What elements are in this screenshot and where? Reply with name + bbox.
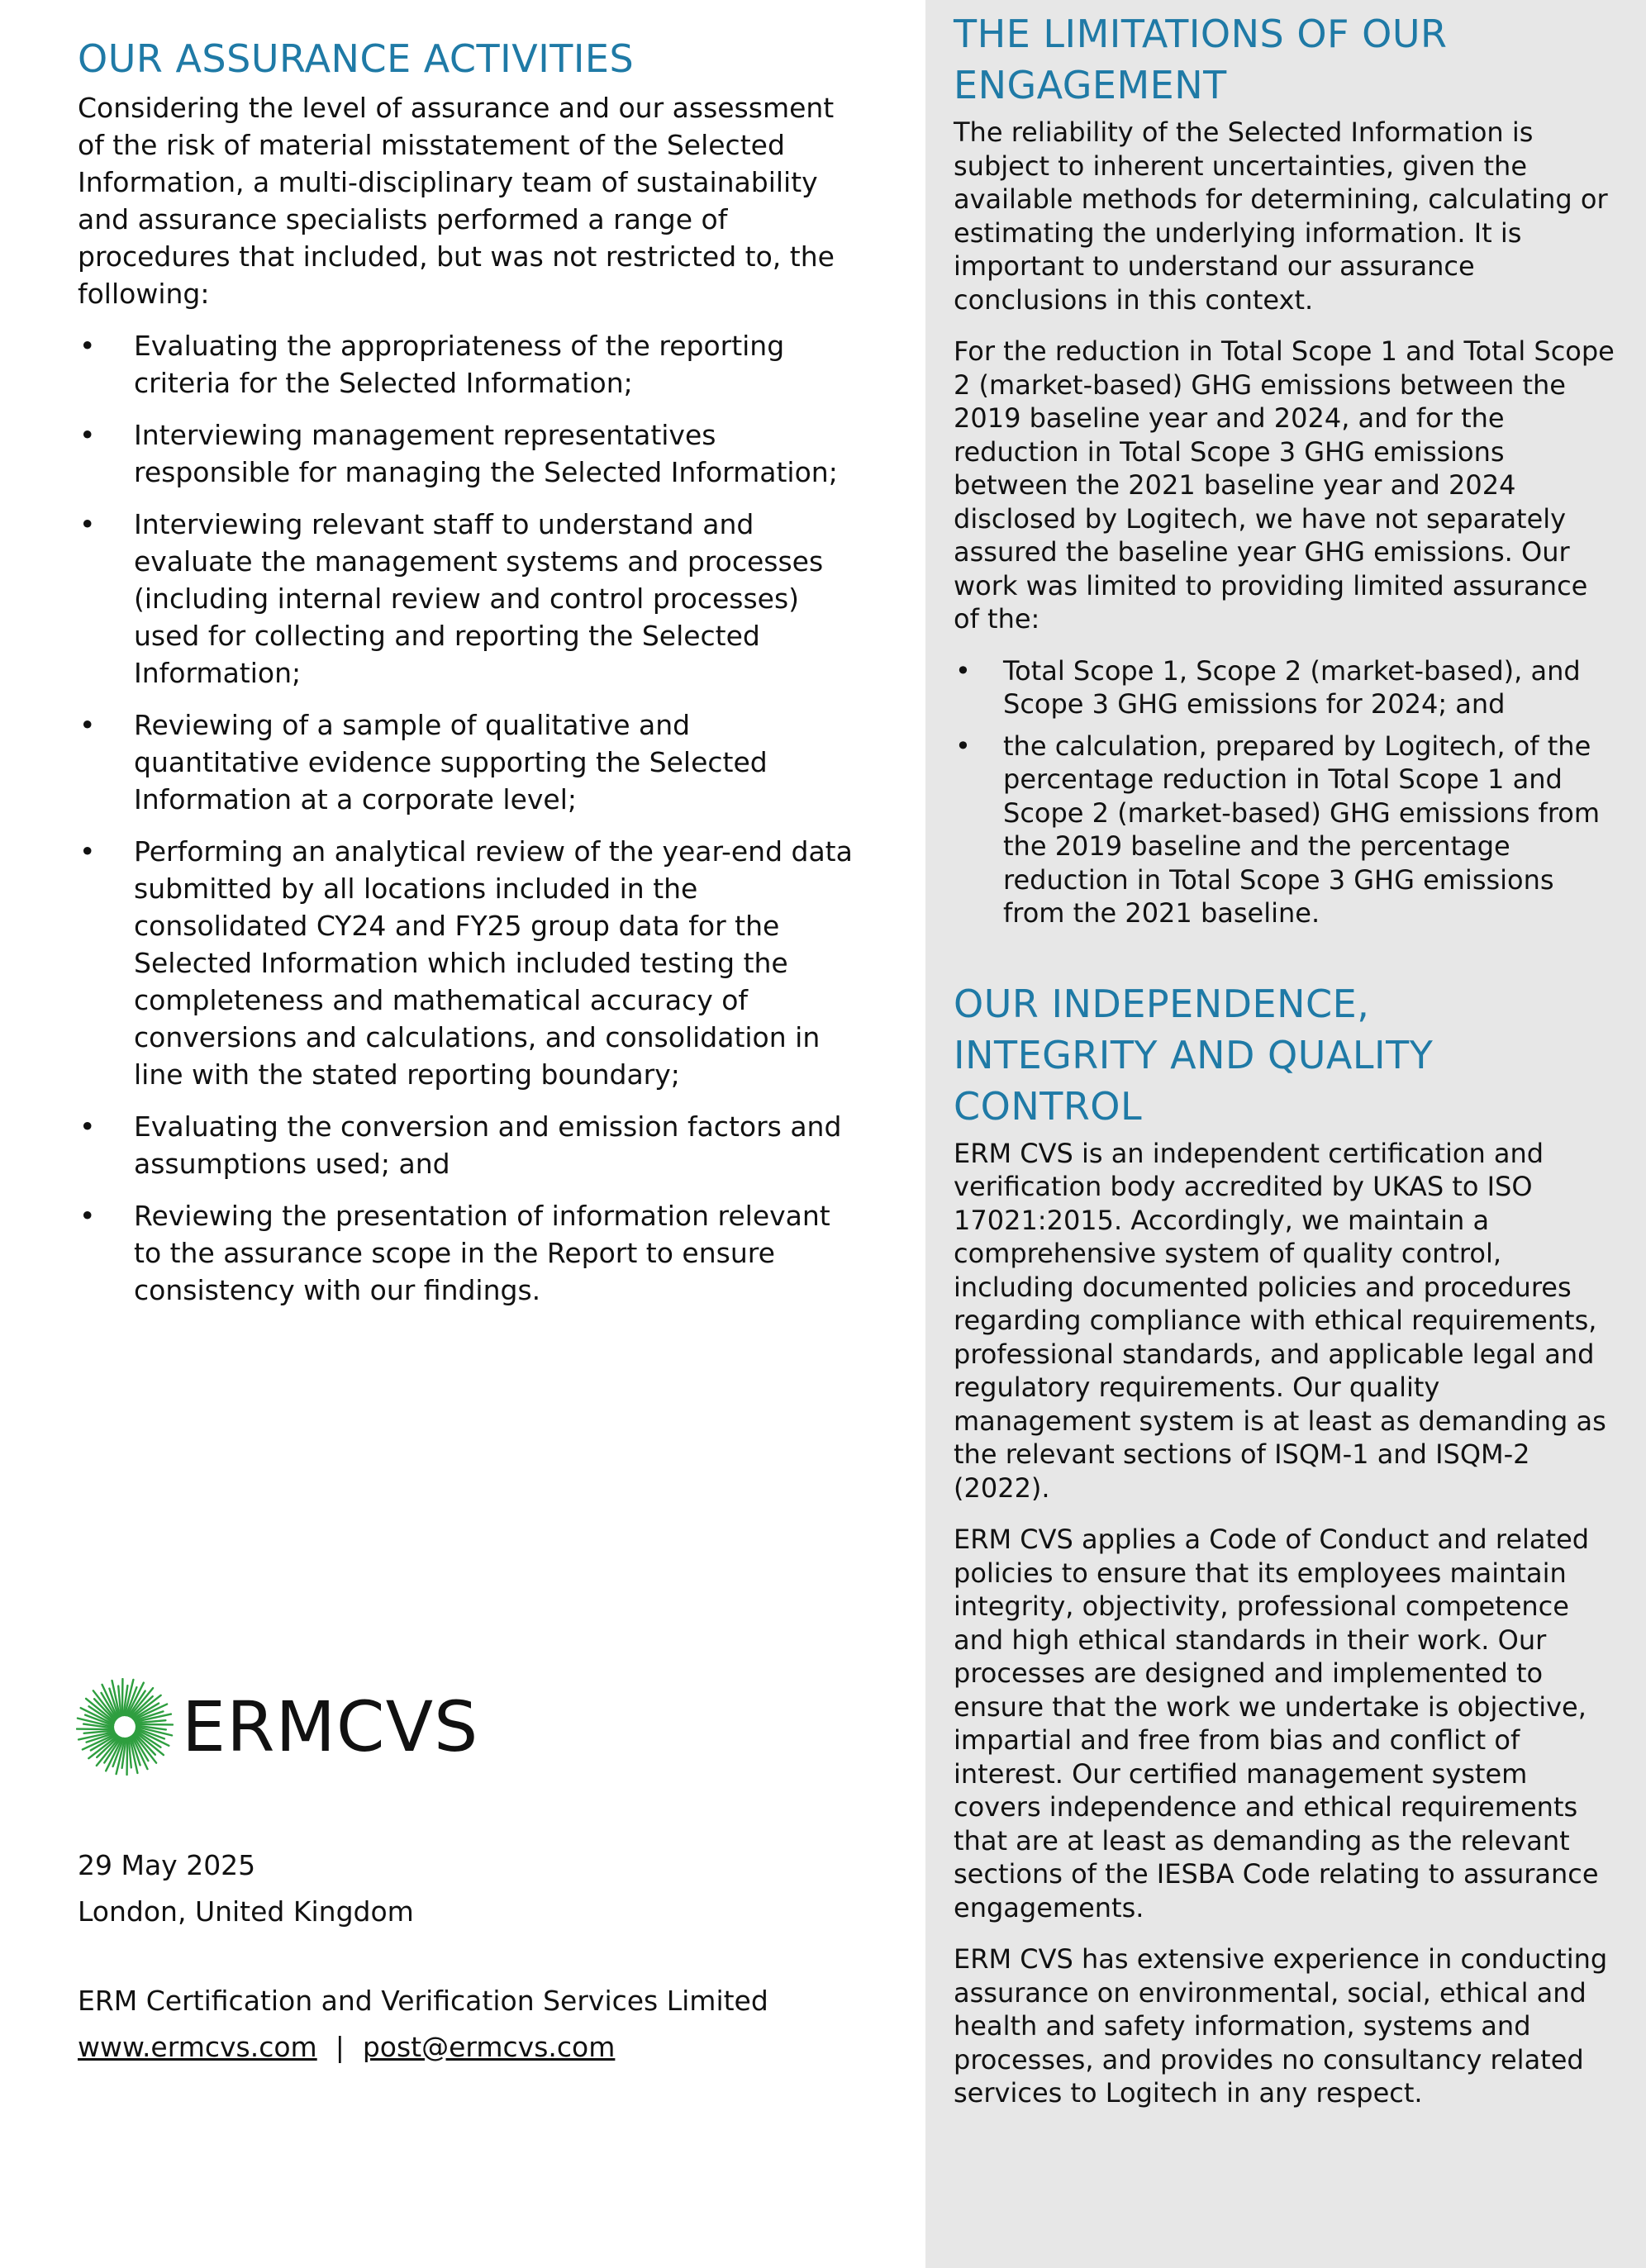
list-item — [78, 833, 863, 1093]
logo-text: ERMCVS — [182, 1686, 479, 1767]
bullet-glyph: • — [79, 1200, 96, 1232]
list-item-text: Interviewing management representatives responsible for managing the Selected Information; — [134, 419, 838, 488]
independence-paragraph: ERM CVS has extensive experience in conducting assurance on environmental, social, ethical and health and safety information, systems and processes, and provides no consultancy related services to Logitech in any respect. — [954, 1943, 1608, 2109]
link-separator: | — [335, 2031, 345, 2063]
assurance-activities-heading: OUR ASSURANCE ACTIVITIES — [78, 36, 635, 81]
limitations-paragraph: The reliability of the Selected Information is subject to inherent uncertainties, given the available methods for determining, calculating or estimating the underlying information. It is important to understand our assurance conclusions in this context. — [954, 116, 1608, 316]
limitations-list — [954, 654, 1623, 930]
footer-block — [78, 1842, 768, 2071]
independence-paragraph: ERM CVS is an independent certification and verification body accredited by UKAS to ISO 17021:2015. Accordingly, we maintain a comprehensive system of quality control, including documented policies and procedures regarding compliance with ethical requirements, professional standards, and applicable legal and regulatory requirements. Our quality management system is at least as demanding as the relevant sections of ISQM-1 and ISQM-2 (2022). — [954, 1137, 1606, 1504]
assurance-activities-intro: Considering the level of assurance and our assessment of the risk of material misstatement of the Selected Information, a multi-disciplinary team of sustainability and assurance specialists performed a range of procedures that included, but was not restricted to, the following: — [78, 92, 835, 310]
independence-paragraph: ERM CVS applies a Code of Conduct and related policies to ensure that its employees maintain integrity, objectivity, professional competence and high ethical standards in their work. Our processes are designed and implemented to ensure that the work we undertake is objective, impartial and free from bias and conflict of interest. Our certified management system covers independence and ethical requirements that are at least as demanding as the relevant sections of the IESBA Code relating to assurance engagements. — [954, 1524, 1599, 1923]
list-item — [954, 730, 1623, 930]
bullet-glyph: • — [79, 835, 96, 868]
bullet-glyph: • — [955, 730, 971, 762]
report-date: 29 May 2025 — [78, 1849, 256, 1881]
list-item-text: Performing an analytical review of the year-end data submitted by all locations included in the consolidated CY24 and FY25 group data for the Selected Information which included testing the completeness and mathematical accuracy of conversions and calculations, and consolidation in line with the stated reporting boundary; — [134, 835, 853, 1091]
list-item — [78, 706, 863, 818]
list-item — [78, 506, 863, 692]
contact-links — [78, 2024, 768, 2071]
bullet-glyph: • — [79, 709, 96, 741]
list-item-text: Evaluating the conversion and emission factors and assumptions used; and — [134, 1110, 842, 1180]
list-item — [78, 416, 863, 491]
bullet-glyph: • — [79, 330, 96, 362]
company-name: ERM Certification and Verification Services Limited — [78, 1985, 768, 2017]
list-item-text: Total Scope 1, Scope 2 (market-based), and Scope 3 GHG emissions for 2024; and — [1003, 654, 1581, 720]
bullet-glyph: • — [79, 508, 96, 540]
list-item-text: Reviewing the presentation of information relevant to the assurance scope in the Report to ensure consistency with our findings. — [134, 1200, 830, 1306]
list-item-text: Reviewing of a sample of qualitative and quantitative evidence supporting the Selected Information at a corporate level; — [134, 709, 768, 815]
bullet-glyph: • — [79, 419, 96, 451]
list-item — [78, 1197, 863, 1309]
right-column — [925, 0, 1646, 2268]
limitations-heading: THE LIMITATIONS OF OUR ENGAGEMENT — [954, 12, 1448, 107]
bullet-glyph: • — [79, 1110, 96, 1143]
assurance-activities-list — [78, 327, 925, 1309]
website-link[interactable]: www.ermcvs.com — [78, 2031, 317, 2063]
list-item-text: Evaluating the appropriateness of the reporting criteria for the Selected Information; — [134, 330, 785, 399]
bullet-glyph: • — [955, 654, 971, 687]
ermcvs-logo — [76, 1677, 478, 1776]
independence-heading: OUR INDEPENDENCE, INTEGRITY AND QUALITY CONTROL — [954, 981, 1434, 1129]
email-link[interactable]: post@ermcvs.com — [362, 2031, 616, 2063]
list-item — [78, 327, 863, 402]
limitations-paragraph: For the reduction in Total Scope 1 and Total Scope 2 (market-based) GHG emissions between the 2019 baseline year and 2024, and for the reduction in Total Scope 3 GHG emissions between the 2021 baseline year and 2024 disclosed by Logitech, we have not separately assured the baseline year GHG emissions. Our work was limited to providing limited assurance of the: — [954, 335, 1615, 635]
list-item-text: the calculation, prepared by Logitech, of the percentage reduction in Total Scope 1 and Scope 2 (market-based) GHG emissions from the 2019 baseline and the percentage reduction in Total Scope 3 GHG emissions from the 2021 baseline. — [1003, 730, 1601, 929]
list-item — [954, 654, 1623, 721]
list-item-text: Interviewing relevant staff to understand and evaluate the management systems and processes (including internal review and control processes) used for collecting and reporting the Selected Information; — [134, 508, 824, 689]
starburst-logo-icon — [76, 1678, 174, 1776]
report-location: London, United Kingdom — [78, 1895, 414, 1928]
list-item — [78, 1108, 863, 1182]
